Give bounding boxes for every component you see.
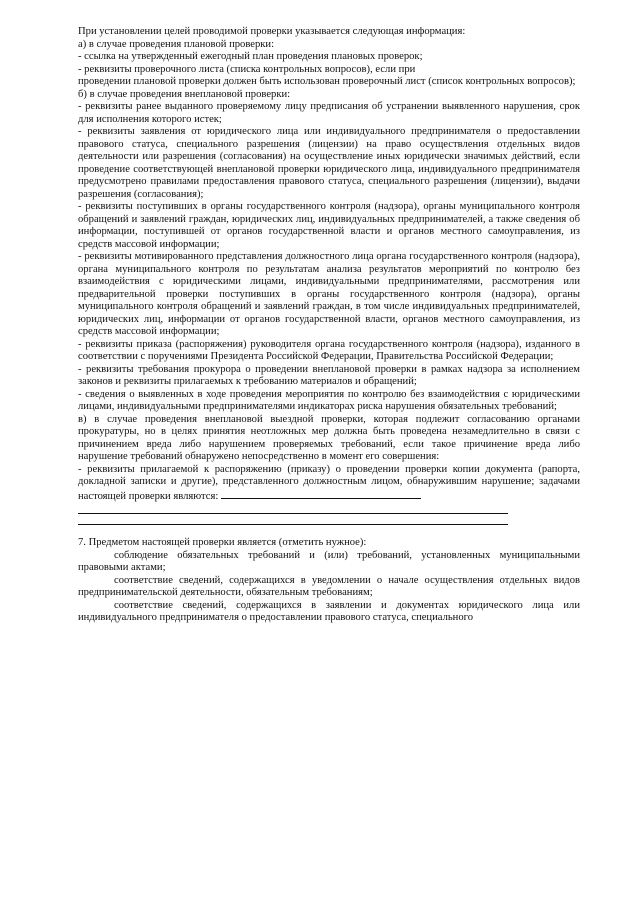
unplanned-onsite-item-documents xyxy=(78,464,580,504)
planned-check-item-plan: - ссылка на утвержденный ежегодный план проведения плановых проверок; xyxy=(78,51,423,62)
unplanned-item-application: - реквизиты заявления от юридического лица или индивидуального предпринимателя о предоставлении правового статуса, специального разрешения (лицензии) на право осуществления отдельных видов деятельности или разрешения (согласования) на осуществление иных юридически значимых действий, если проведение соответствующей внеплановой проверки юридического лица, индивидуального предпринимателя предусмотрено правилами предоставления правового статуса, специального разрешения (лицензии), выдачи разрешения (согласования); xyxy=(78,126,580,200)
unplanned-item-prescription: - реквизиты ранее выданного проверяемому лицу предписания об устранении выявленного нарушения, срок для исполнения которого истек; xyxy=(78,101,580,125)
section-7-item-notification: соответствие сведений, содержащихся в уведомлении о начале осуществления отдельных видов предпринимательской деятельности, обязательным требованиям; xyxy=(78,574,580,598)
unplanned-onsite-heading: в) в случае проведения внеплановой выездной проверки, которая подлежит согласованию органами прокуратуры, но в целях принятия неотложных мер должна быть проведена незамедлительно в связи с причинением вреда либо нарушением проверяемых требований, если такое причинение вреда либо нарушение требований обнаружено непосредственно в момент его совершения: xyxy=(78,413,580,462)
tasks-blank-line-2[interactable] xyxy=(78,513,508,514)
tasks-text: - реквизиты прилагаемой к распоряжению (приказу) о проведении проверки копии документа (рапорта, докладной записки и другие), представленного должностным лицом, обнаружившим нарушение; задачами настоящей проверки являются: xyxy=(78,463,580,502)
planned-check-item-checklist-cont: проведении плановой проверки должен быть использован проверочный лист (список контрольных вопросов); xyxy=(78,76,576,87)
section-7-title: 7. Предметом настоящей проверки является (отметить нужное): xyxy=(78,537,367,548)
unplanned-item-order: - реквизиты приказа (распоряжения) руководителя органа государственного контроля (надзора), изданного в соответствии с поручениями Президента Российской Федерации, Правительства Российской Федерации; xyxy=(78,338,580,362)
unplanned-item-appeals: - реквизиты поступивших в органы государственного контроля (надзора), органы муниципального контроля обращений и заявлений граждан, юридических лиц, индивидуальных предпринимателей, а также сведения об информации, поступившей от органов государственной власти и органов местного самоуправления, из средств массовой информации; xyxy=(78,201,580,250)
intro-line: При установлении целей проводимой проверки указывается следующая информация: xyxy=(78,26,466,37)
tasks-blank-line[interactable] xyxy=(221,489,421,499)
unplanned-item-motivated-submission: - реквизиты мотивированного представления должностного лица органа государственного контроля (надзора), органа муниципального контроля по результатам анализа результатов мероприятий по контролю без взаимодействия с юридическими лицами, индивидуальными предпринимателями, рассмотрения или предварительной проверки поступивших в органы государственного контроля (надзора), органы муниципального контроля обращений и заявлений граждан, в том числе индивидуальных предпринимателей, юридических лиц, информации от органов государственной власти, органов местного самоуправления, из средств массовой информации; xyxy=(78,251,580,337)
unplanned-check-heading: б) в случае проведения внеплановой проверки: xyxy=(78,88,291,100)
section-7-item-application: соответствие сведений, содержащихся в заявлении и документах юридического лица или индивидуального предпринимателя о предоставлении правового статуса, специального xyxy=(78,599,580,623)
planned-check-item-checklist: - реквизиты проверочного листа (списка контрольных вопросов), если при xyxy=(78,63,416,75)
unplanned-item-risk-indicators: - сведения о выявленных в ходе проведения мероприятия по контролю без взаимодействия с юридическими лицами, индивидуальными предпринимателями индикаторах риска нарушения обязательных требований; xyxy=(78,388,580,412)
unplanned-item-prosecutor: - реквизиты требования прокурора о проведении внеплановой проверки в рамках надзора за исполнением законов и реквизиты прилагаемых к требованию материалов и обращений; xyxy=(78,363,580,387)
section-7-item-compliance: соблюдение обязательных требований и (или) требований, установленных муниципальными правовыми актами; xyxy=(78,549,580,573)
planned-check-heading: а) в случае проведения плановой проверки: xyxy=(78,38,275,50)
